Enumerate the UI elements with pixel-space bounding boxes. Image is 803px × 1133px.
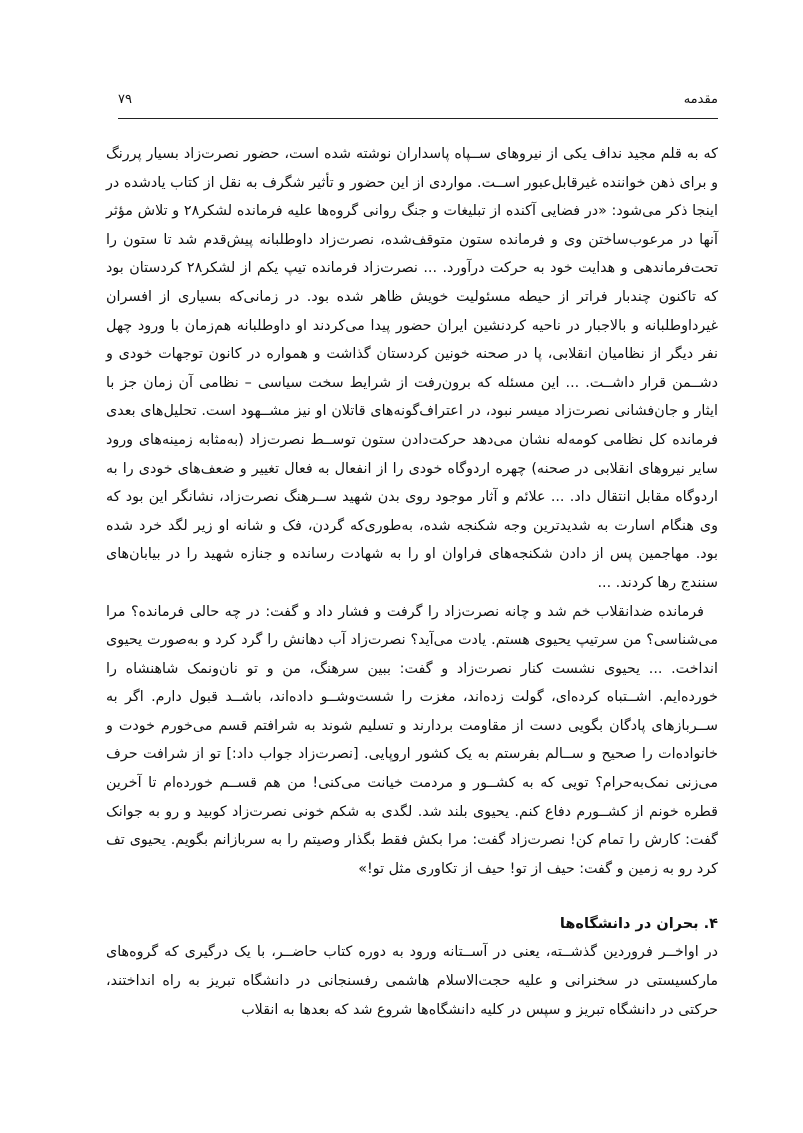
paragraph-quote-part-2: فرمانده ضدانقلاب خم شد و چانه نصرت‌زاد را گرفت و فشار داد و گفت: در چه حالی فرمانده؟ مرا می‌شناسی؟ من سرتیپ یحیوی هستم. یادت می‌آید؟ نصرت‌زاد آب دهانش را گرد کرد و به‌صورت یحیوی انداخت. ... یحیوی نشست کنار نصرت‌زاد و گفت: ببین سرهنگ، من و تو نان‌ونمک شاهنشاه را خورده‌ایم. اشــتباه کرده‌ای، گولت زده‌اند، مغزت را شست‌وشــو داده‌اند، باشــد قبول دارم. اگر به ســربازهای پادگان بگویی دست از مقاومت بردارند و تسلیم شوند به شرافتم قسم می‌خورم خودت و خانواده‌ات را صحیح و ســالم بفرستم به یک کشور اروپایی. [نصرت‌زاد جواب داد:] تو از شرافت حرف می‌زنی نمک‌به‌حرام؟ تویی که به کشــور و مردمت خیانت می‌کنی! من هم قســم خورده‌ام تا آخرین قطره خونم از کشــورم دفاع کنم. یحیوی بلند شد. لگدی به شکم خونی نصرت‌زاد کوبید و رو به جوانک گفت: کارش را تمام کن! نصرت‌زاد گفت: مرا بکش فقط بگذار وصیتم را به سربازانم بگویم. یحیوی تف کرد رو به زمین و گفت: حیف از تو! حیف از تکاوری مثل تو!» — [106, 603, 718, 877]
section-heading: ۴. بحران در دانشگاه‌ها — [559, 916, 718, 933]
paragraph-section-4: در اواخــر فروردین گذشــته، یعنی در آســتانه ورود به دوره کتاب حاضــر، با یک درگیری که گروه‌های مارکسیستی در سخنرانی و علیه حجت‌الاسلام هاشمی رفسنجانی در دانشگاه تبریز به راه انداختند، حرکتی در دانشگاه تبریز و سپس در کلیه دانشگاه‌ها شروع شد که بعدها به انقلاب — [106, 944, 718, 1018]
chapter-title: مقدمه — [683, 92, 718, 107]
running-header — [118, 88, 718, 112]
header-divider — [118, 118, 718, 119]
page-number: ۷۹ — [118, 92, 132, 107]
body-text — [106, 140, 718, 1024]
paragraph-quote-part-1: که به قلم مجید نداف یکی از نیروهای ســپاه پاسداران نوشته شده است، حضور نصرت‌زاد بسیار پررنگ و برای ذهن خواننده غیرقابل‌عبور اســت. مواردی از این حضور و تأثیر شگرف به نقل از کتاب یادشده در اینجا ذکر می‌شود: «در فضایی آکنده از تبلیغات و جنگ روانی گروه‌ها علیه فرمانده لشکر۲۸ و تلاش مؤثر آنها در مرعوب‌ساختن وی و فرمانده ستون متوقف‌شده، نصرت‌زاد داوطلبانه پیش‌قدم شد تا ستون را تحت‌فرماندهی و هدایت خود به حرکت درآورد. ... نصرت‌زاد فرمانده تیپ یکم از لشکر۲۸ کردستان بود که تاکنون چندبار فراتر از حیطه مسئولیت خویش ظاهر شده بود. در زمانی‌که بسیاری از افسران غیرداوطلبانه و بالاجبار در ناحیه کردنشین ایران حضور پیدا می‌کردند او داوطلبانه هم‌زمان با ورود چهل نفر دیگر از نظامیان انقلابی، پا در صحنه خونین کردستان گذاشت و همواره در کانون توجهات خودی و دشــمن قرار داشــت. ... این مسئله که برون‌رفت از شرایط سخت سیاسی – نظامی آن زمان جز با ایثار و جان‌فشانی نصرت‌زاد میسر نبود، در اعتراف‌گونه‌های قاتلان او نیز مشــهود است. تحلیل‌های بعدی فرمانده کل نظامی کومه‌له نشان می‌دهد حرکت‌دادن ستون توســط نصرت‌زاد (به‌مثابه زمینه‌های ورود سایر نیروهای انقلابی در صحنه) چهره اردوگاه خودی را از انفعال به فعال تغییر و ضعف‌های خودی را به اردوگاه مقابل انتقال داد. ... علائم و آثار موجود روی بدن شهید ســرهنگ نصرت‌زاد، نشانگر این بود که وی هنگام اسارت به شدیدترین وجه شکنجه شده، به‌طوری‌که گردن، فک و شانه او زیر لگد خرد شده بود. مهاجمین پس از دادن شکنجه‌های فراوان او را به شهادت رسانده و جنازه شهید را در بیابان‌های سنندج رها کردند. ... — [106, 146, 719, 591]
